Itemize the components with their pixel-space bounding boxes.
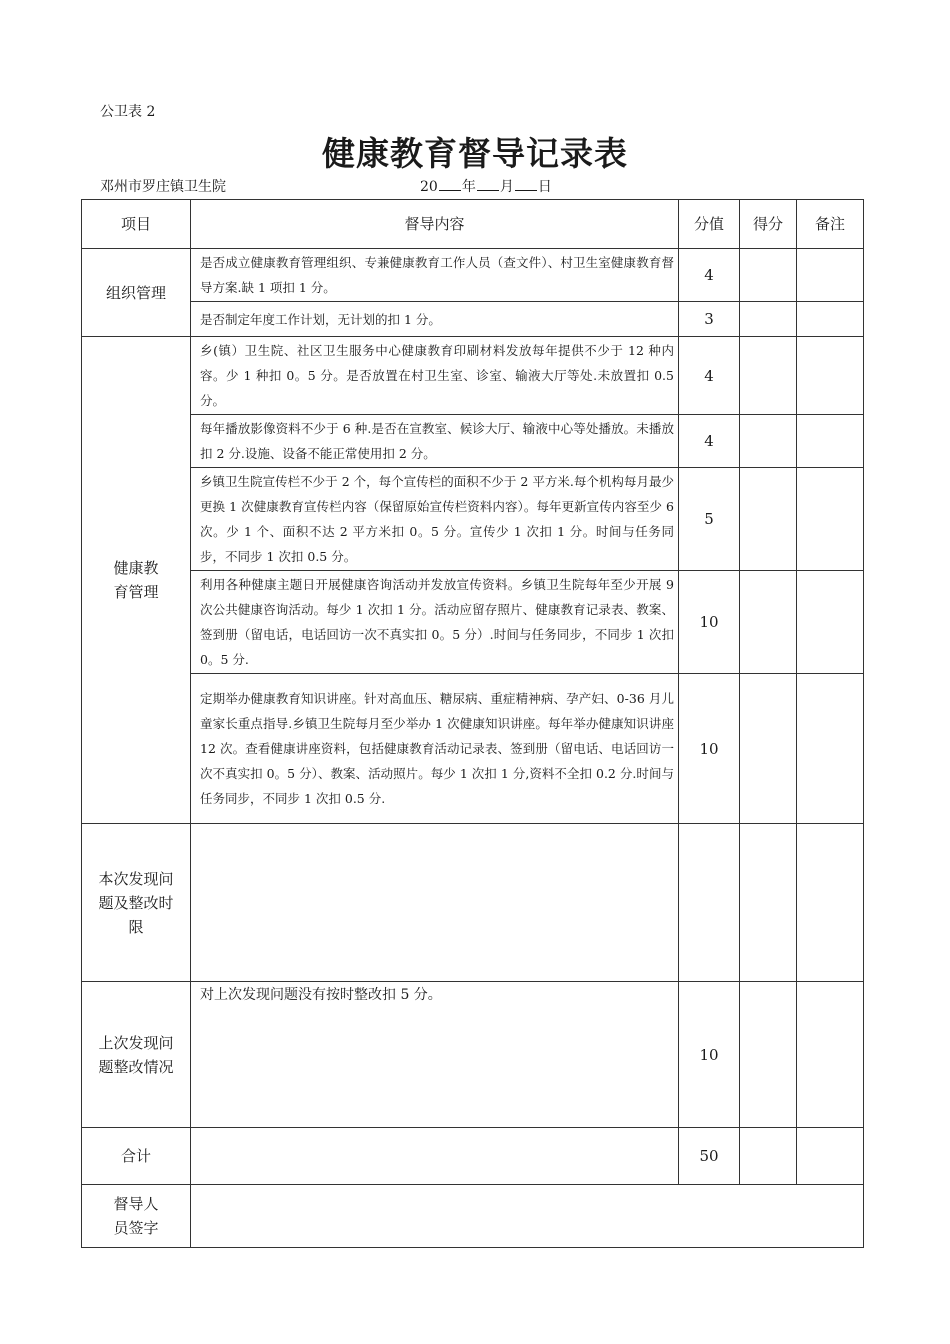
remark-cell[interactable] xyxy=(797,571,864,674)
earned-cell[interactable] xyxy=(740,824,797,982)
section-label-org-mgmt: 组织管理 xyxy=(82,249,191,337)
earned-cell[interactable] xyxy=(740,415,797,468)
signature-row xyxy=(82,1185,864,1248)
total-content-cell xyxy=(191,1128,679,1185)
signature-field[interactable] xyxy=(191,1185,864,1248)
organization-name: 邓州市罗庄镇卫生院 xyxy=(100,179,226,195)
score-value: 10 xyxy=(679,674,740,824)
date-prefix: 20 xyxy=(420,179,438,195)
score-cell[interactable] xyxy=(679,824,740,982)
remark-cell[interactable] xyxy=(797,337,864,415)
score-value: 10 xyxy=(679,982,740,1128)
label-line: 健康教 xyxy=(113,559,159,577)
form-code: 公卫表 2 xyxy=(100,104,156,120)
remark-cell[interactable] xyxy=(797,824,864,982)
label-line: 限 xyxy=(128,917,144,936)
table-row xyxy=(82,824,864,982)
total-earned-cell[interactable] xyxy=(740,1128,797,1185)
date-line xyxy=(420,176,552,196)
score-value: 3 xyxy=(679,302,740,337)
table-row xyxy=(82,468,864,571)
page-title: 健康教育督导记录表 xyxy=(322,134,628,173)
table-row xyxy=(82,337,864,415)
remark-cell[interactable] xyxy=(797,674,864,824)
earned-cell[interactable] xyxy=(740,468,797,571)
label-line: 上次发现问 xyxy=(98,1033,174,1052)
remark-cell[interactable] xyxy=(797,468,864,571)
score-value: 4 xyxy=(679,249,740,302)
signature-label xyxy=(82,1185,191,1248)
section-label-edu-mgmt xyxy=(82,337,191,824)
date-day-label: 日 xyxy=(537,179,552,195)
remark-cell[interactable] xyxy=(797,415,864,468)
label-line: 育管理 xyxy=(113,583,159,601)
table-row xyxy=(82,415,864,468)
remark-cell[interactable] xyxy=(797,249,864,302)
table-row xyxy=(82,302,864,337)
header-content: 督导内容 xyxy=(191,200,679,249)
total-row xyxy=(82,1128,864,1185)
table-row xyxy=(82,571,864,674)
section-label-current-issues xyxy=(82,824,191,982)
earned-cell[interactable] xyxy=(740,982,797,1128)
remark-cell[interactable] xyxy=(797,302,864,337)
criteria-text: 对上次发现问题没有按时整改扣 5 分。 xyxy=(191,982,679,1128)
criteria-text: 每年播放影像资料不少于 6 种.是否在宣教室、候诊大厅、输液中心等处播放。未播放扣 2 分.设施、设备不能正常使用扣 2 分。 xyxy=(191,415,679,468)
total-remark-cell[interactable] xyxy=(797,1128,864,1185)
header-remark: 备注 xyxy=(797,200,864,249)
day-blank[interactable] xyxy=(515,176,537,191)
supervision-table xyxy=(81,199,864,1248)
section-label-previous-issues xyxy=(82,982,191,1128)
score-value: 10 xyxy=(679,571,740,674)
label-line: 题及整改时 xyxy=(98,893,174,912)
earned-cell[interactable] xyxy=(740,249,797,302)
score-value: 4 xyxy=(679,337,740,415)
total-label: 合计 xyxy=(82,1128,191,1185)
table-row xyxy=(82,674,864,824)
table-row xyxy=(82,982,864,1128)
header-row xyxy=(82,200,864,249)
current-issues-field[interactable] xyxy=(191,824,679,982)
earned-cell[interactable] xyxy=(740,571,797,674)
criteria-text: 利用各种健康主题日开展健康咨询活动并发放宣传资料。乡镇卫生院每年至少开展 9 次公共健康咨询活动。每少 1 次扣 1 分。活动应留存照片、健康教育记录表、教案、签到册（留电话，电话回访一次不真实扣 0。5 分）.时间与任务同步，不同步 1 次扣 0。5 分. xyxy=(191,571,679,674)
score-value: 4 xyxy=(679,415,740,468)
table-row xyxy=(82,249,864,302)
criteria-text: 是否成立健康教育管理组织、专兼健康教育工作人员（查文件）、村卫生室健康教育督导方案.缺 1 项扣 1 分。 xyxy=(191,249,679,302)
header-score: 分值 xyxy=(679,200,740,249)
remark-cell[interactable] xyxy=(797,982,864,1128)
label-line: 督导人 xyxy=(113,1195,159,1213)
year-blank[interactable] xyxy=(439,176,461,191)
label-line: 员签字 xyxy=(113,1219,159,1237)
month-blank[interactable] xyxy=(477,176,499,191)
earned-cell[interactable] xyxy=(740,674,797,824)
header-earned: 得分 xyxy=(740,200,797,249)
criteria-text: 是否制定年度工作计划，无计划的扣 1 分。 xyxy=(191,302,679,337)
header-item: 项目 xyxy=(82,200,191,249)
label-line: 题整改情况 xyxy=(98,1057,174,1076)
criteria-text: 定期举办健康教育知识讲座。针对高血压、糖尿病、重症精神病、孕产妇、0-36 月儿童家长重点指导.乡镇卫生院每月至少举办 1 次健康知识讲座。每年举办健康知识讲座 12 次。查看健康讲座资料，包括健康教育活动记录表、签到册（留电话、电话回访一次不真实扣 0。5 分）、教案、活动照片。每少 1 次扣 1 分,资料不全扣 0.2 分.时间与任务同步，不同步 1 次扣 0.5 分. xyxy=(191,674,679,824)
total-score: 50 xyxy=(679,1128,740,1185)
date-month-label: 月 xyxy=(499,179,514,195)
date-year-label: 年 xyxy=(461,179,476,195)
score-value: 5 xyxy=(679,468,740,571)
earned-cell[interactable] xyxy=(740,302,797,337)
label-line: 本次发现问 xyxy=(98,869,174,888)
earned-cell[interactable] xyxy=(740,337,797,415)
criteria-text: 乡(镇）卫生院、社区卫生服务中心健康教育印刷材料发放每年提供不少于 12 种内容。少 1 种扣 0。5 分。是否放置在村卫生室、诊室、输液大厅等处.未放置扣 0.5 分。 xyxy=(191,337,679,415)
criteria-text: 乡镇卫生院宣传栏不少于 2 个，每个宣传栏的面积不少于 2 平方米.每个机构每月最少更换 1 次健康教育宣传栏内容（保留原始宣传栏资料内容）。每年更新宣传内容至少 6 次。少 1 个、面积不达 2 平方米扣 0。5 分。宣传少 1 次扣 1 分。时间与任务同步，不同步 1 次扣 0.5 分。 xyxy=(191,468,679,571)
